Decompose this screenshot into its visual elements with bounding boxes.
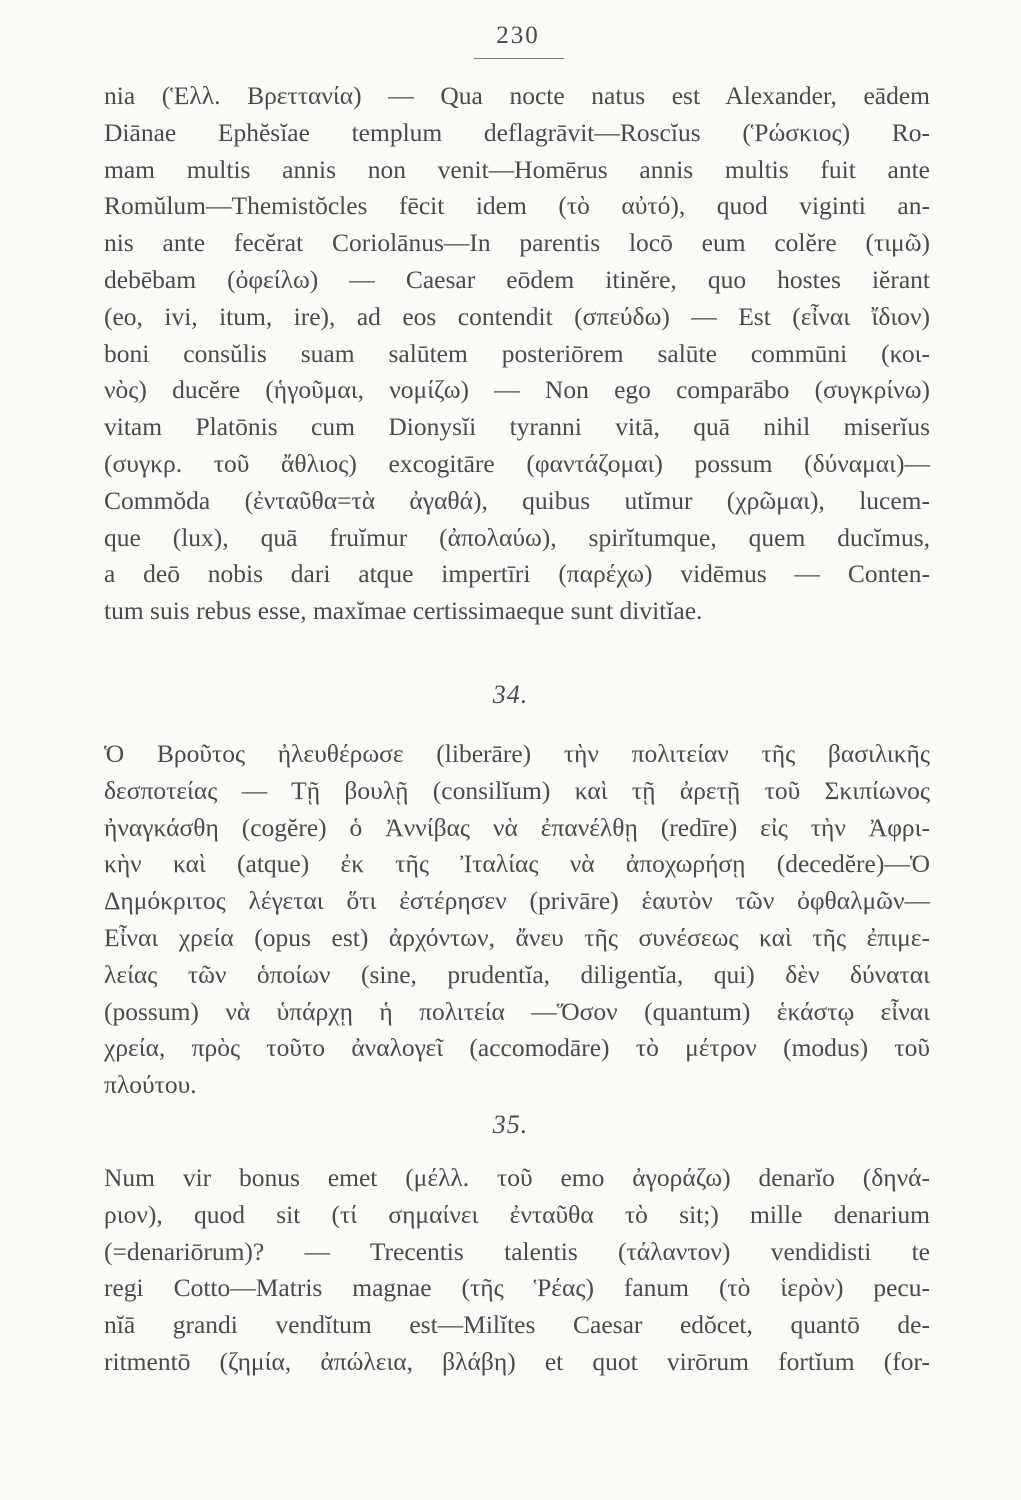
text-line: a deō nobis dari atque impertīri (παρέχω) vidēmus — Conten- bbox=[104, 559, 930, 589]
text-line: δεσποτείας — Τῇ βουλῇ (consilĭum) καὶ τῇ ἀρετῇ τοῦ Σκιπίωνος bbox=[104, 775, 930, 805]
text-line: Δημόκριτος λέγεται ὅτι ἐστέρησεν (privāre) ἑαυτὸν τῶν ὀφθαλμῶν— bbox=[104, 886, 930, 916]
text-line: νὸς) ducĕre (ἡγοῦμαι, νομίζω) — Non ego comparābo (συγκρίνω) bbox=[104, 375, 930, 405]
text-line: boni consŭlis suam salūtem posteriōrem salūte commūni (κοι- bbox=[104, 338, 930, 368]
text-line: Num vir bonus emet (μέλλ. τοῦ emo ἀγοράζω) denarĭo (δηνά- bbox=[104, 1163, 930, 1192]
section-heading-34: 34. bbox=[492, 680, 529, 709]
paragraph-latin-questions bbox=[104, 1160, 930, 1381]
section-heading-35: 35. bbox=[492, 1110, 529, 1139]
text-line: nĭā grandi vendĭtum est—Milĭtes Caesar edŏcet, quantō de- bbox=[104, 1310, 930, 1340]
text-line: ριον), quod sit (τί σημαίνει ἐνταῦθα τὸ sit;) mille denarium bbox=[104, 1199, 930, 1229]
page-number-rule bbox=[474, 58, 564, 59]
text-line: nis ante fecĕrat Coriolānus—In parentis locō eum colĕre (τιμῶ) bbox=[104, 228, 930, 258]
text-line: (=denariōrum)? — Trecentis talentis (τάλαντον) vendidisti te bbox=[104, 1236, 930, 1266]
paragraph-greek-exercises bbox=[104, 736, 930, 1104]
text-line: κὴν καὶ (atque) ἐκ τῆς Ἰταλίας νὰ ἀποχωρήσῃ (decedĕre)—Ὁ bbox=[104, 849, 930, 879]
text-line: que (lux), quā fruĭmur (ἀπολαύω), spirĭtumque, quem ducĭmus, bbox=[104, 522, 930, 552]
text-line: ἠναγκάσθη (cogĕre) ὁ Ἀννίβας νὰ ἐπανέλθῃ (redīre) εἰς τὴν Ἀφρι- bbox=[104, 812, 930, 842]
paragraph-latin-exercises bbox=[104, 78, 930, 630]
text-line: λείας τῶν ὁποίων (sine, prudentĭa, diligentĭa, qui) δὲν δύναται bbox=[104, 959, 930, 989]
text-line: Romŭlum—Themistŏcles fēcit idem (τὸ αὐτό), quod viginti an- bbox=[104, 191, 930, 221]
page-number: 230 bbox=[496, 22, 540, 49]
text-line: nia (Ἑλλ. Βρεττανία) — Qua nocte natus est Alexander, eādem bbox=[104, 81, 930, 110]
text-line: χρεία, πρὸς τοῦτο ἀναλογεῖ (accomodāre) τὸ μέτρον (modus) τοῦ bbox=[104, 1033, 930, 1063]
text-line: Ὁ Βροῦτος ἠλευθέρωσε (liberāre) τὴν πολιτείαν τῆς βασιλικῆς bbox=[104, 739, 930, 768]
text-line: Commŏda (ἐνταῦθα=τὰ ἀγαθά), quibus utĭmur (χρῶμαι), lucem- bbox=[104, 485, 930, 515]
text-line: Εἶναι χρεία (opus est) ἀρχόντων, ἄνευ τῆς συνέσεως καὶ τῆς ἐπιμε- bbox=[104, 922, 930, 952]
text-line: πλούτου. bbox=[104, 1070, 197, 1100]
text-line: ritmentō (ζημία, ἀπώλεια, βλάβη) et quot virōrum fortĭum (fοr- bbox=[104, 1346, 930, 1376]
text-line: vitam Platōnis cum Dionysĭi tyranni vitā, quā nihil miserĭus bbox=[104, 412, 930, 442]
text-line: Diānae Ephĕsĭae templum deflagrāvit—Roscĭus (Ῥώσκιος) Ro- bbox=[104, 117, 930, 147]
text-line: tum suis rebus esse, maxĭmae certissimaeque sunt divitĭae. bbox=[104, 596, 703, 626]
text-line: regi Cotto—Matris magnae (τῆς Ῥέας) fanum (τὸ ἱερὸν) pecu- bbox=[104, 1273, 930, 1303]
text-line: (συγκρ. τοῦ ἄθλιος) excogitāre (φαντάζομαι) possum (δύναμαι)— bbox=[104, 448, 930, 478]
text-line: (possum) νὰ ὑπάρχῃ ἡ πολιτεία —Ὅσον (quantum) ἑκάστῳ εἶναι bbox=[104, 996, 930, 1026]
text-line: mam multis annis non venit—Homērus annis multis fuit ante bbox=[104, 154, 930, 184]
text-line: debēbam (ὀφείλω) — Caesar eōdem itinĕre, quo hostes iĕrant bbox=[104, 264, 930, 294]
text-line: (eo, ivi, itum, ire), ad eos contendit (σπεύδω) — Est (εἶναι ἴδιον) bbox=[104, 301, 930, 331]
